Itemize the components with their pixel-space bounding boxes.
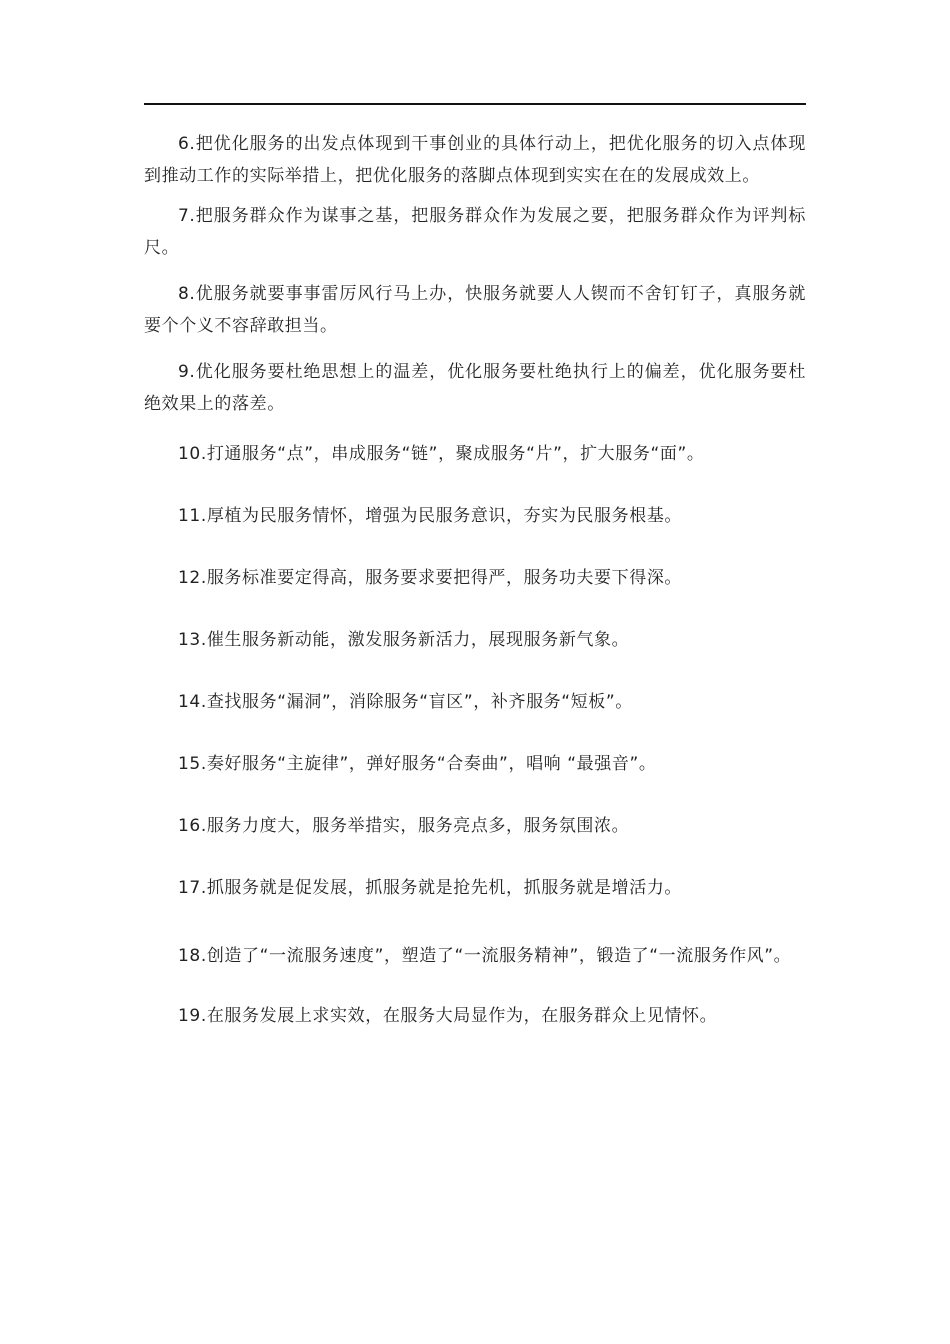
paragraph-10: 10.打通服务“点”，串成服务“链”，聚成服务“片”，扩大服务“面”。: [178, 444, 705, 464]
paragraph-12: 12.服务标准要定得高，服务要求要把得严，服务功夫要下得深。: [178, 568, 683, 588]
paragraph-9: 9.优化服务要杜绝思想上的温差，优化服务要杜绝执行上的偏差，优化服务要杜绝效果上的落差。: [144, 362, 806, 414]
paragraph-17: 17.抓服务就是促发展，抓服务就是抢先机，抓服务就是增活力。: [178, 878, 683, 898]
header-rule: [144, 103, 806, 105]
paragraph-14: 14.查找服务“漏洞”，消除服务“盲区”，补齐服务“短板”。: [178, 692, 633, 712]
paragraph-6: 6.把优化服务的出发点体现到干事创业的具体行动上，把优化服务的切入点体现到推动工作的实际举措上，把优化服务的落脚点体现到实实在在的发展成效上。: [144, 134, 806, 186]
document-body: [144, 128, 806, 1032]
paragraph-8: 8.优服务就要事事雷厉风行马上办，快服务就要人人锲而不舍钉钉子，真服务就要个个义不容辞敢担当。: [144, 284, 806, 336]
paragraph-11: 11.厚植为民服务情怀，增强为民服务意识，夯实为民服务根基。: [178, 506, 683, 526]
paragraph-19: 19.在服务发展上求实效，在服务大局显作为，在服务群众上见情怀。: [178, 1006, 718, 1026]
paragraph-13: 13.催生服务新动能，激发服务新活力，展现服务新气象。: [178, 630, 630, 650]
paragraph-18: 18.创造了“一流服务速度”，塑造了“一流服务精神”，锻造了“一流服务作风”。: [178, 946, 792, 966]
paragraph-15: 15.奏好服务“主旋律”，弹好服务“合奏曲”，唱响 “最强音”。: [178, 754, 657, 774]
paragraph-7: 7.把服务群众作为谋事之基，把服务群众作为发展之要，把服务群众作为评判标尺。: [144, 206, 806, 258]
paragraph-16: 16.服务力度大，服务举措实，服务亮点多，服务氛围浓。: [178, 816, 630, 836]
